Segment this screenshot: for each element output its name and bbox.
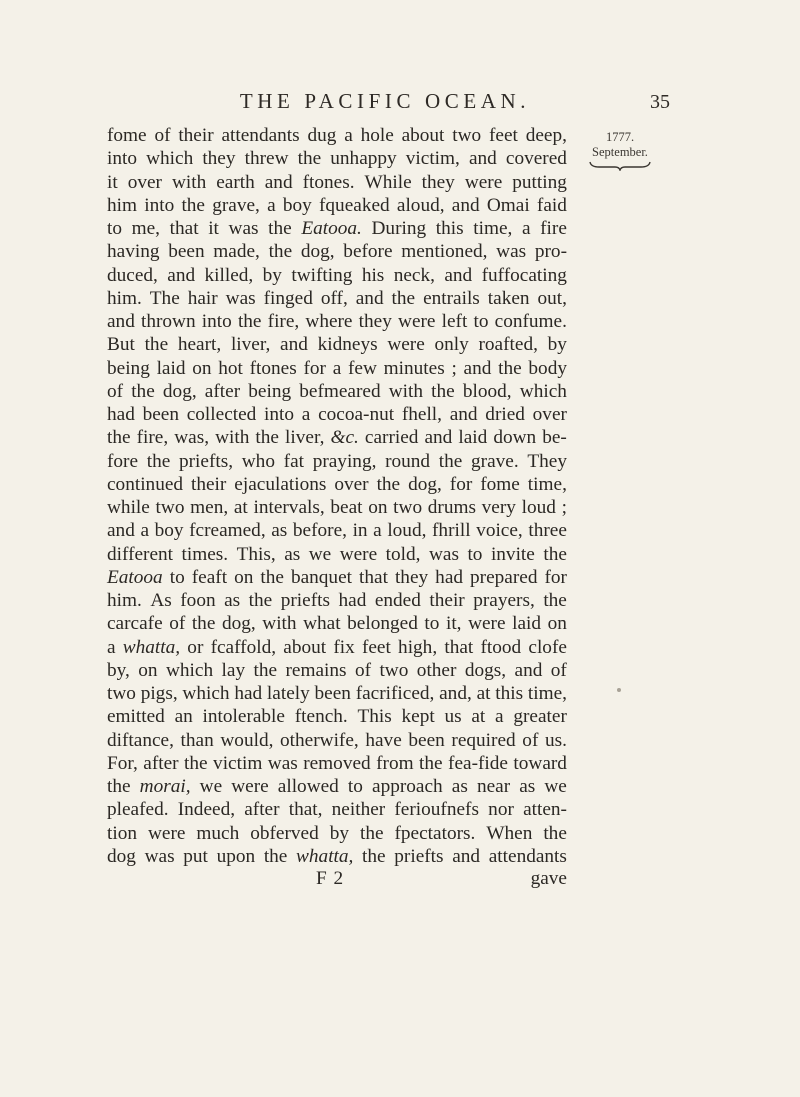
margin-month: September. — [592, 145, 648, 159]
text-line: Eatooa to feaft on the banquet that they had prepared for — [107, 566, 567, 588]
text-line: it over with earth and ftones. While they were putting — [107, 171, 567, 193]
text-line: dog was put upon the whatta, the priefts and attendants — [107, 845, 567, 867]
text-line: carcafe of the dog, with what belonged to it, were laid on — [107, 613, 567, 635]
text-line: tion were much obferved by the fpectators. When the — [107, 822, 567, 844]
catchword: gave — [530, 868, 567, 889]
text-line: a whatta, or fcaffold, about fix feet high, that ftood clofe — [107, 636, 567, 658]
text-line: fome of their attendants dug a hole about two feet deep, — [107, 125, 567, 146]
text-line: different times. This, as we were told, was to invite the — [107, 543, 567, 565]
text-line: while two men, at intervals, beat on two drums very loud ; — [107, 497, 567, 518]
text-line: into which they threw the unhappy victim, and covered — [107, 148, 567, 170]
text-line: duced, and killed, by twifting his neck, and fuffocating — [107, 264, 567, 286]
running-head: THE PACIFIC OCEAN. — [239, 89, 531, 113]
page-number: 35 — [650, 91, 670, 113]
text-line: and thrown into the fire, where they were left to confume. — [107, 311, 567, 332]
text-line: him. The hair was finged off, and the entrails taken out, — [107, 287, 567, 309]
text-line: continued their ejaculations over the dog, for fome time, — [107, 473, 567, 495]
text-line: had been collected into a cocoa-nut fhell, and dried over — [107, 404, 567, 425]
text-line: of the dog, after being befmeared with the blood, which — [107, 380, 567, 402]
page-footer — [107, 868, 567, 892]
margin-year: 1777. — [605, 130, 635, 144]
text-line: fore the priefts, who fat praying, round the grave. They — [107, 450, 567, 472]
text-line: two pigs, which had lately been facrificed, and, at this time, — [107, 683, 567, 704]
text-line: him. As foon as the priefts had ended their prayers, the — [107, 590, 567, 611]
text-line: For, after the victim was removed from the fea-fide toward — [107, 752, 567, 774]
paper-speck — [617, 688, 621, 692]
text-line: to me, that it was the Eatooa. During this time, a fire — [107, 218, 567, 239]
text-line: by, on which lay the remains of two other dogs, and of — [107, 659, 567, 681]
brace-icon — [589, 161, 651, 171]
text-line: diftance, than would, otherwife, have been required of us. — [107, 729, 567, 751]
text-line: emitted an intolerable ftench. This kept us at a greater — [107, 706, 567, 728]
text-line: having been made, the dog, before mentioned, was pro- — [107, 241, 567, 263]
text-line: the fire, was, with the liver, &c. carried and laid down be- — [107, 427, 567, 449]
text-line: him into the grave, a boy fqueaked aloud, and Omai faid — [107, 194, 567, 216]
margin-note — [570, 130, 670, 171]
text-line: the morai, we were allowed to approach as near as we — [107, 776, 567, 797]
text-line: being laid on hot ftones for a few minutes ; and the body — [107, 357, 567, 379]
signature-mark: F 2 — [316, 868, 345, 889]
text-line: But the heart, liver, and kidneys were only roafted, by — [107, 334, 567, 356]
body-text — [107, 124, 567, 868]
text-line: pleafed. Indeed, after that, neither ferioufnefs nor atten- — [107, 799, 567, 821]
text-line: and a boy fcreamed, as before, in a loud, fhrill voice, three — [107, 520, 567, 542]
